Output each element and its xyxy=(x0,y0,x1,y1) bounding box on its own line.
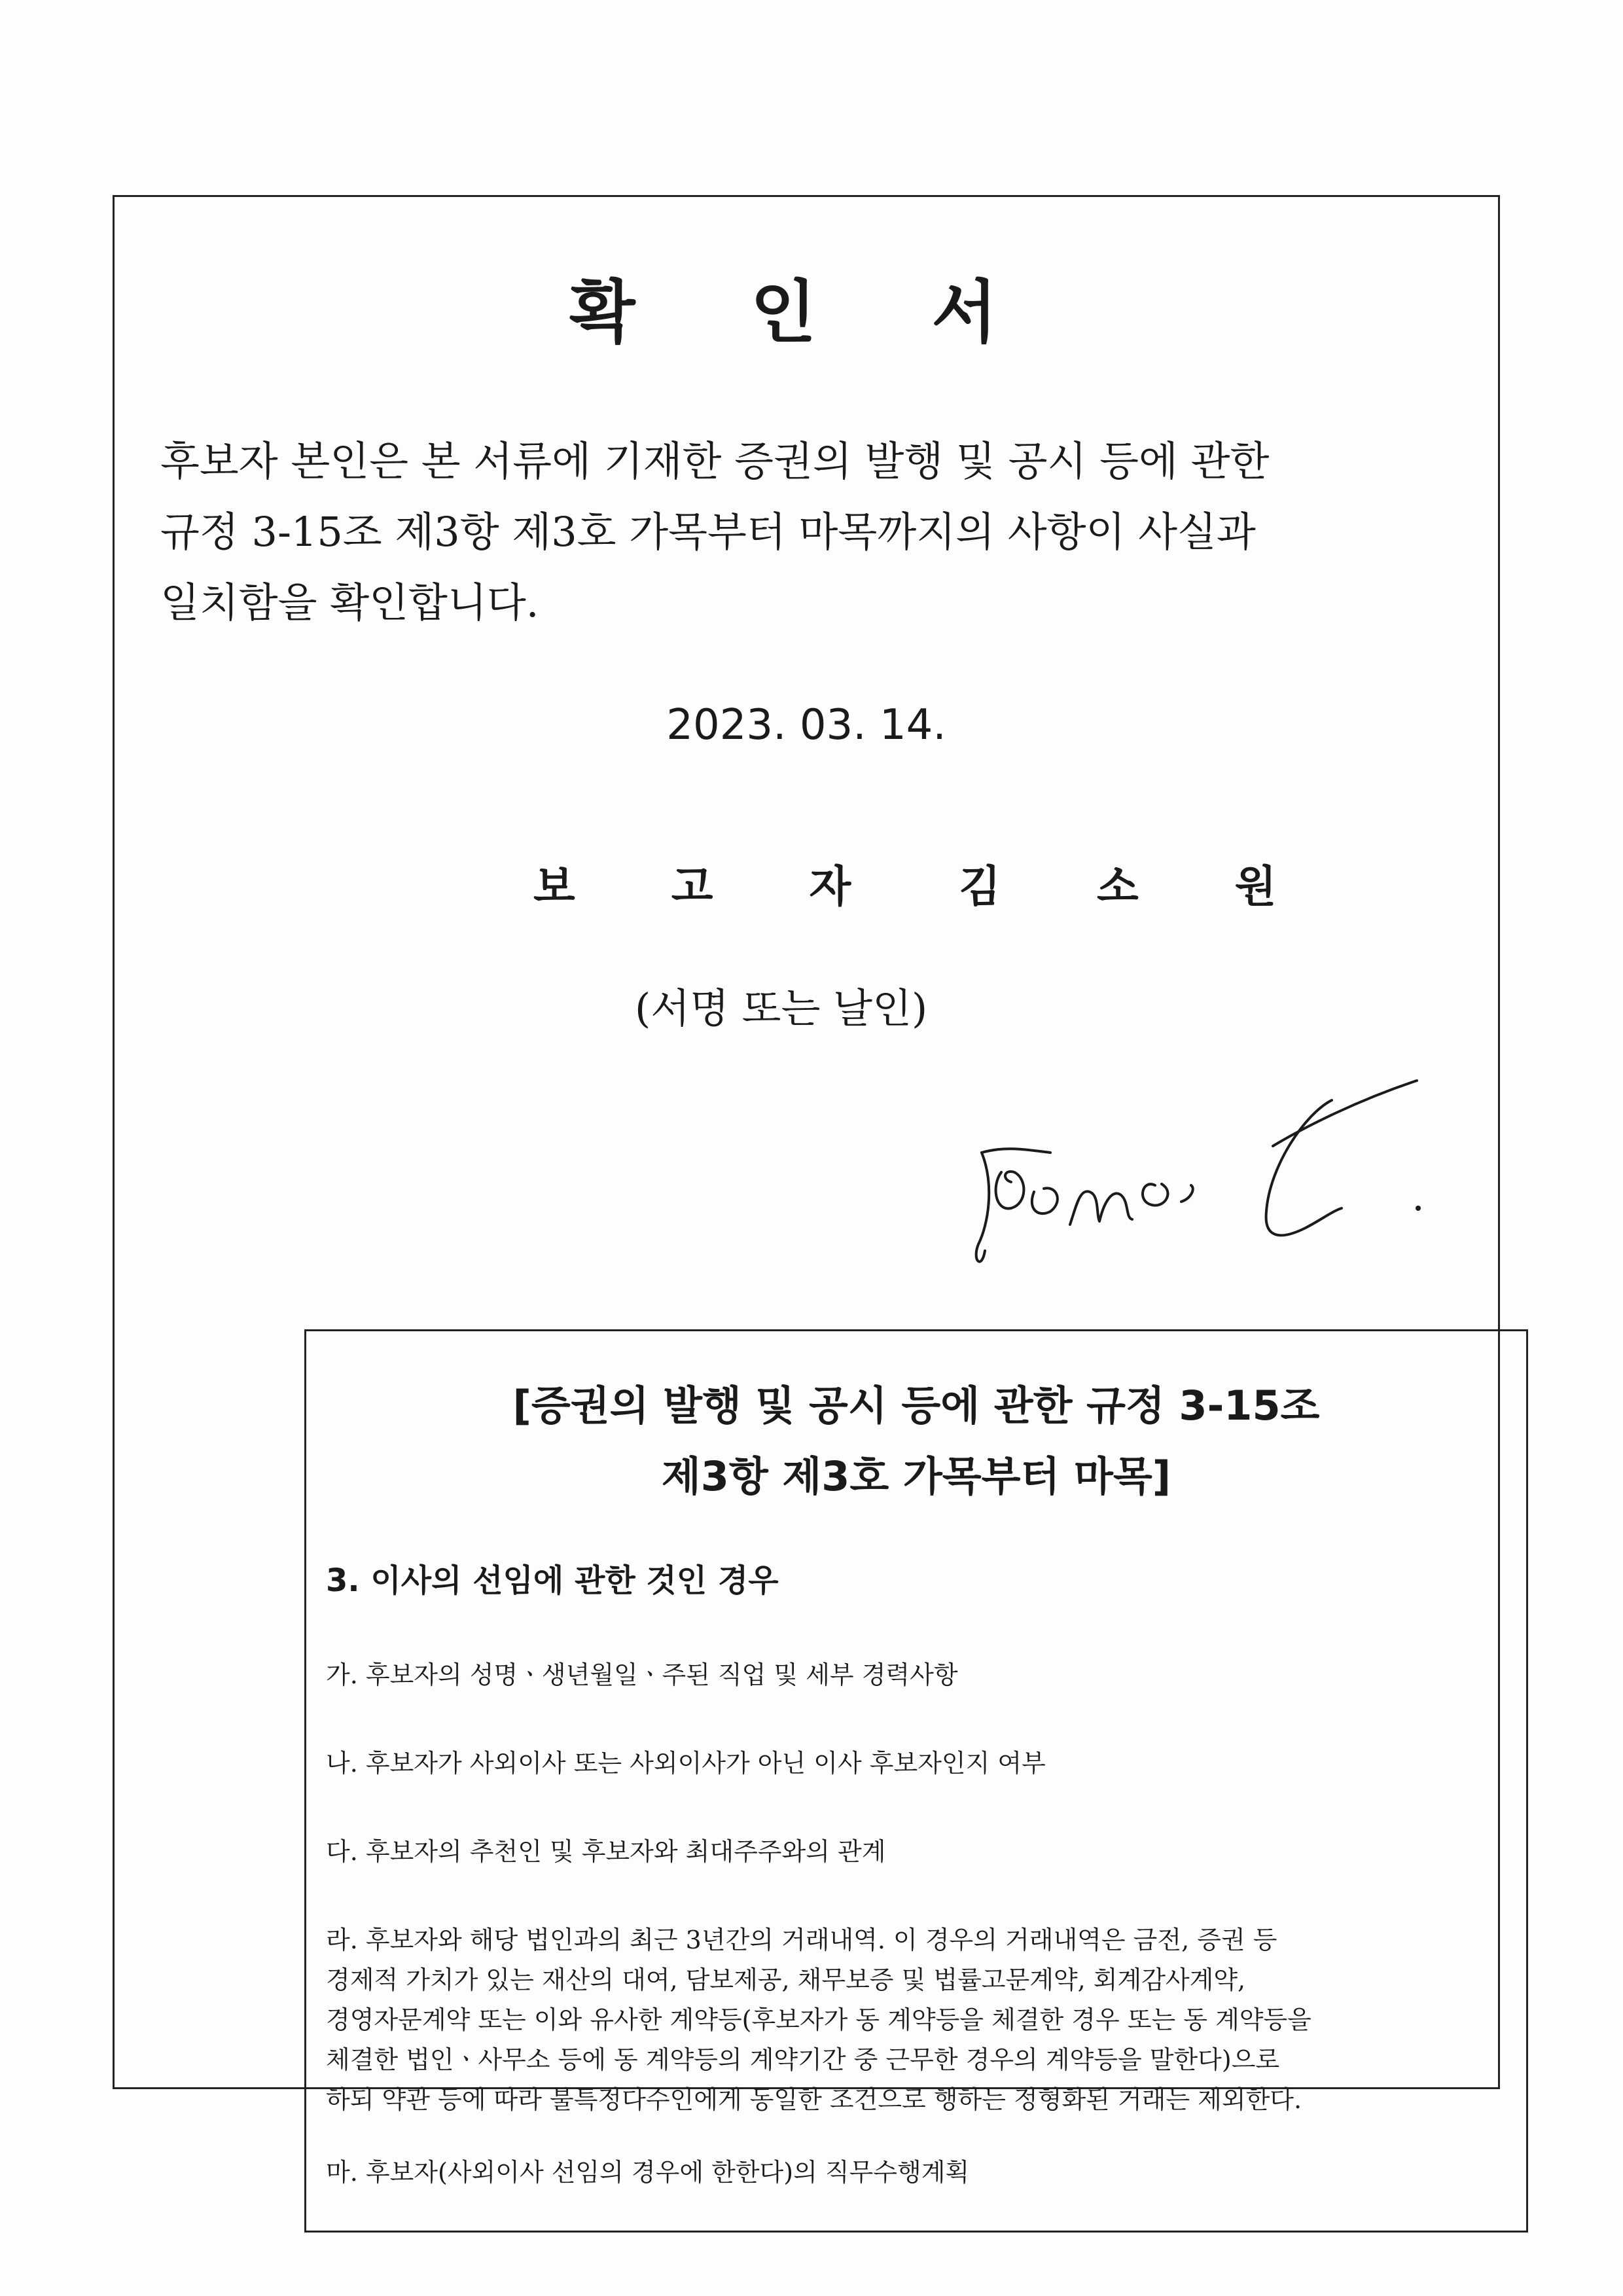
regulation-box xyxy=(304,1329,1528,2233)
item-ra xyxy=(326,1920,1311,2120)
item-ra-line-2: 경제적 가치가 있는 재산의 대여, 담보제공, 채무보증 및 법률고문계약, 회계감사계약, xyxy=(326,1965,1246,1994)
document-frame xyxy=(113,195,1500,2187)
item-ra-line-1: 라. 후보자와 해당 법인과의 최근 3년간의 거래내역. 이 경우의 거래내역은 금전, 증권 등 xyxy=(326,1926,1277,1954)
document-date: 2023. 03. 14. xyxy=(666,701,946,749)
intro-line-3: 일치함을 확인합니다. xyxy=(160,579,539,626)
regulation-title-line-1: [증권의 발행 및 공시 등에 관한 규정 3-15조 xyxy=(512,1382,1320,1429)
item-ra-line-3: 경영자문계약 또는 이와 유사한 계약등(후보자가 동 계약등을 체결한 경우 또는 동 계약등을 xyxy=(326,2005,1311,2034)
item-ra-line-4: 체결한 법인ㆍ사무소 등에 동 계약등의 계약기간 중 근무한 경우의 계약등을 말한다)으로 xyxy=(326,2045,1280,2074)
item-ga: 가. 후보자의 성명ㆍ생년월일ㆍ주된 직업 및 세부 경력사항 xyxy=(326,1660,958,1689)
item-da: 다. 후보자의 추천인 및 후보자와 최대주주와의 관계 xyxy=(326,1837,886,1866)
intro-line-2: 규정 3-15조 제3항 제3호 가목부터 마목까지의 사항이 사실과 xyxy=(160,508,1256,556)
reporter-name: 김 소 원 xyxy=(959,861,1317,912)
item-ma: 마. 후보자(사외이사 선임의 경우에 한한다)의 직무수행계획 xyxy=(326,2158,970,2187)
item-na: 나. 후보자가 사외이사 또는 사외이사가 아닌 이사 후보자인지 여부 xyxy=(326,1749,1046,1778)
handwritten-signature xyxy=(965,1074,1436,1290)
document-title: 확 인 서 xyxy=(569,272,1043,352)
intro-line-1: 후보자 본인은 본 서류에 기재한 증권의 발행 및 공시 등에 관한 xyxy=(160,437,1270,485)
reporter-line xyxy=(533,852,1317,914)
reporter-role: 보 고 자 xyxy=(533,861,892,912)
signature-hint: (서명 또는 날인) xyxy=(635,984,928,1032)
intro-paragraph xyxy=(160,426,1469,638)
regulation-heading: 3. 이사의 선임에 관한 것인 경우 xyxy=(326,1562,779,1599)
regulation-title-line-2: 제3항 제3호 가목부터 마목] xyxy=(661,1452,1171,1500)
item-ra-line-5: 하되 약관 등에 따라 불특정다수인에게 동일한 조건으로 행하는 정형화된 거래는 제외한다. xyxy=(326,2085,1302,2114)
regulation-title xyxy=(306,1371,1526,1512)
